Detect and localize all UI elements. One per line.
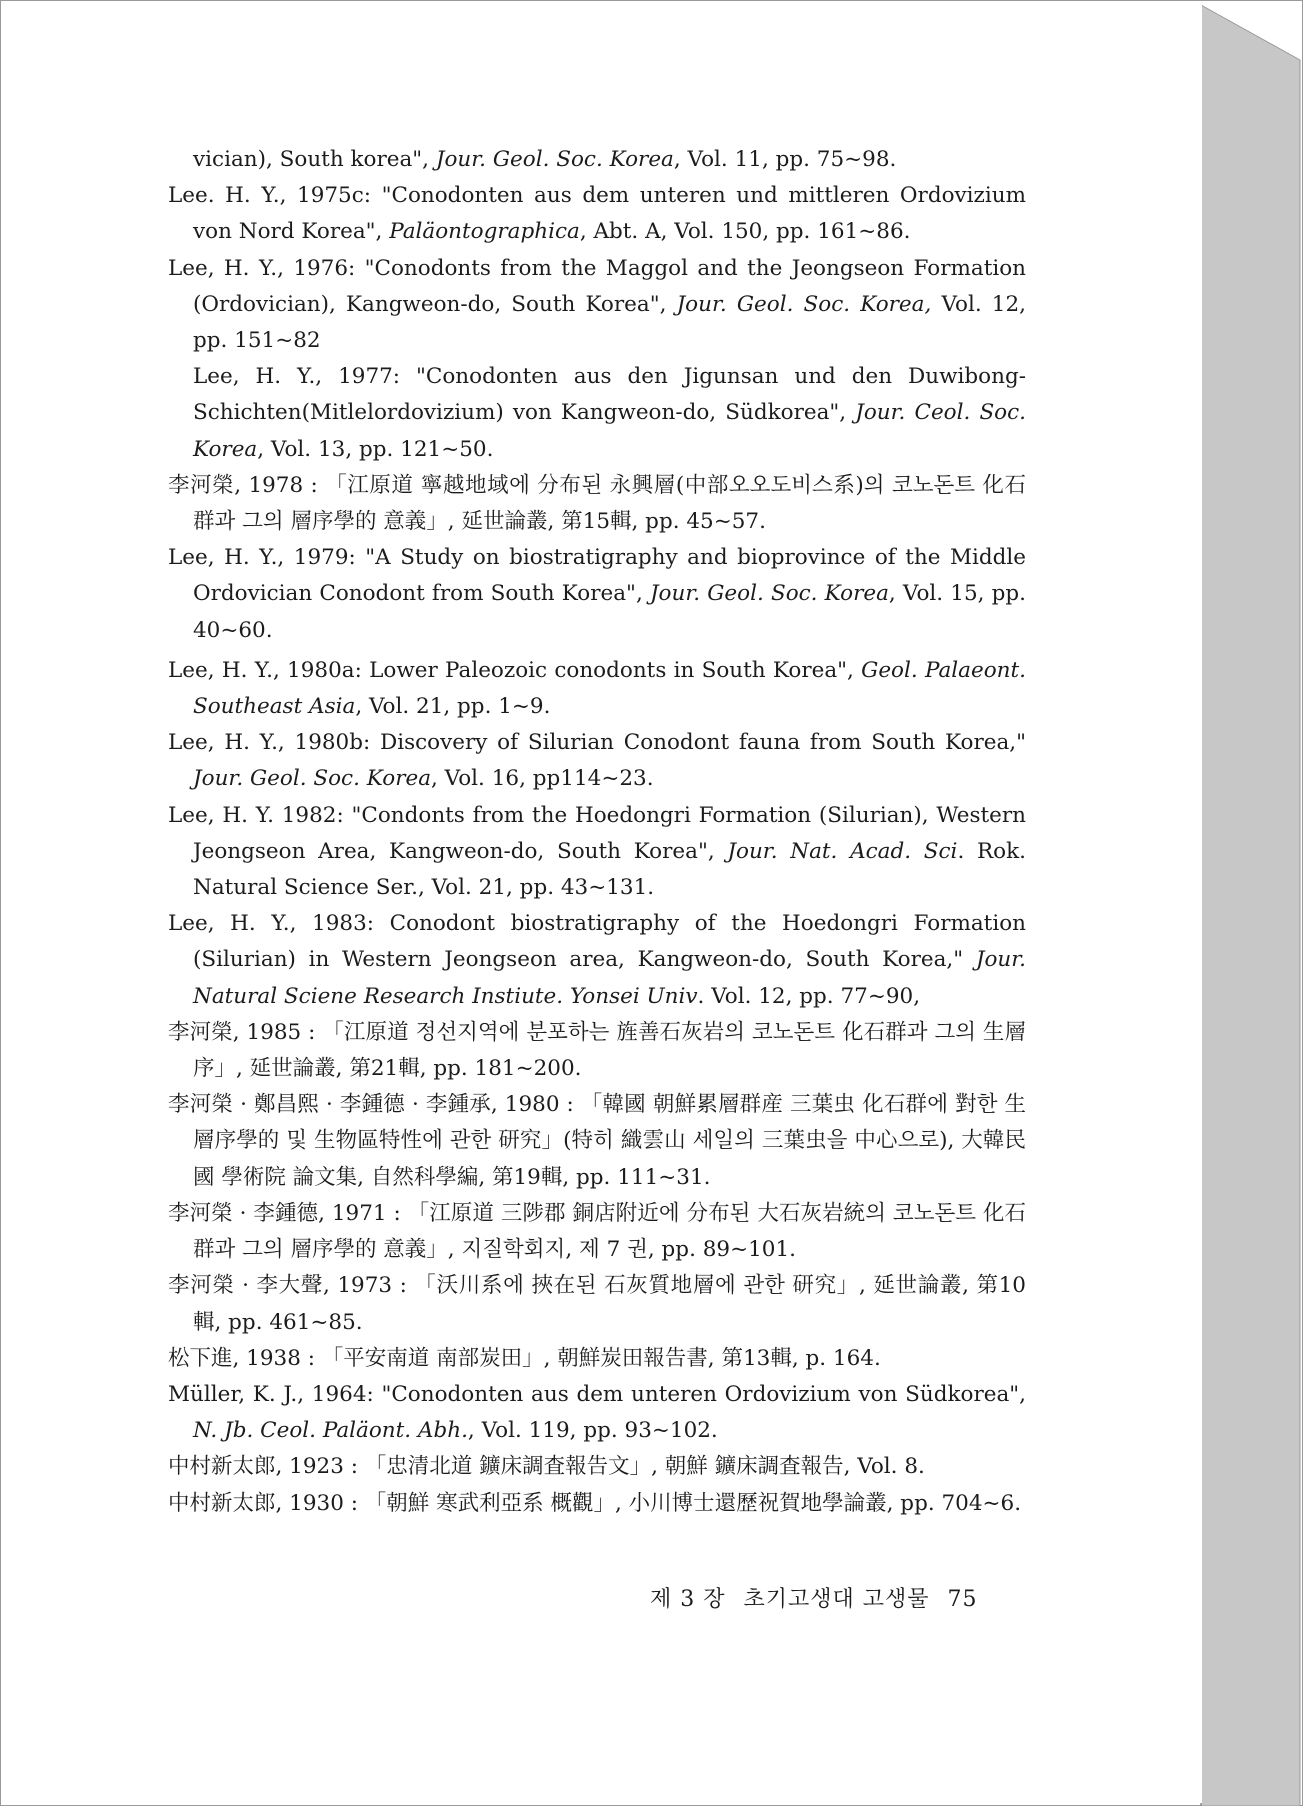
- reference-entry: [168, 1268, 1026, 1340]
- reference-entry: [168, 1196, 1026, 1268]
- reference-journal: Jour. Geol. Soc. Korea: [435, 147, 674, 172]
- reference-text: , Vol. 11, pp. 75~98.: [673, 147, 897, 172]
- reference-text: 李河榮 · 李鍾德, 1971 : 「江原道 三陟郡 銅店附近에 分布된 大石灰岩統의 코노돈트 化石群과 그의 層序學的 意義」, 지질학회지, 제 7 권, pp. 89~101.: [168, 1200, 1026, 1263]
- reference-text: vician), South korea",: [193, 147, 436, 172]
- reference-text: Lee, H. Y. 1982: "Condonts from the Hoedongri Formation (Silurian), Western Jeongseon Area, Kangweon-do, South Korea",: [168, 802, 1026, 864]
- reference-text: Vol. 12, pp. 151~82: [193, 291, 1026, 354]
- reference-entry: [168, 540, 1026, 649]
- reference-journal: Jour. Natural Sciene Research Instiute. Yonsei Univ: [193, 947, 1026, 1009]
- reference-text: Lee, H. Y., 1983: Conodont biostratigraphy of the Hoedongri Formation (Silurian) in Western Jeongseon area, Kangweon-do, South Korea,": [168, 911, 1026, 973]
- reference-entry: [168, 906, 1026, 1015]
- reference-entry: [168, 142, 1026, 178]
- reference-text: , Vol. 16, pp114~23.: [431, 766, 654, 792]
- reference-text: 李河榮 · 李大聲, 1973 : 「沃川系에 挾在된 石灰質地層에 관한 研究」, 延世論叢, 第10輯, pp. 461~85.: [168, 1273, 1026, 1335]
- reference-text: Lee. H. Y., 1975c: "Conodonten aus dem unteren und mittleren Ordovizium von Nord Korea",: [168, 183, 1026, 245]
- reference-list: [168, 142, 1026, 1522]
- reference-text: , Vol. 13, pp. 121~50.: [257, 436, 494, 462]
- reference-journal: Jour. Ceol. Soc. Korea: [193, 400, 1026, 462]
- reference-text: . Rok. Natural Science Ser., Vol. 21, pp. 43~131.: [193, 838, 1026, 901]
- reference-text: Lee, H. Y., 1979: "A Study on biostratigraphy and bioprovince of the Middle Ordovician Conodont from South Korea",: [168, 545, 1026, 607]
- reference-journal: Jour. Geol. Soc. Korea,: [676, 291, 932, 317]
- reference-entry: [168, 359, 1026, 468]
- reference-text: Lee, H. Y., 1980a: Lower Paleozoic conodonts in South Korea",: [168, 657, 862, 683]
- reference-entry: [168, 1377, 1026, 1449]
- reference-entry: [168, 1486, 1026, 1522]
- reference-text: , Vol. 119, pp. 93~102.: [467, 1418, 718, 1444]
- reference-text: , Abt. A, Vol. 150, pp. 161~86.: [579, 219, 911, 245]
- reference-text: 中村新太郎, 1930 : 「朝鮮 寒武利亞系 概觀」, 小川博士還歷祝賀地學論叢, pp. 704~6.: [168, 1490, 1022, 1516]
- reference-text: Lee, H. Y., 1977: "Conodonten aus den Jigunsan und den Duwibong-Schichten(Mitlelordovizium) von Kangweon-do, Südkorea",: [193, 364, 1026, 426]
- reference-journal: Jour. Geol. Soc. Korea: [649, 581, 889, 607]
- reference-entry: [168, 1087, 1026, 1196]
- reference-entry: [168, 725, 1026, 797]
- reference-text: Lee, H. Y., 1980b: Discovery of Silurian Conodont fauna from South Korea,": [168, 730, 1026, 756]
- reference-entry: [168, 178, 1026, 250]
- reference-text: 李河榮 · 鄭昌熙 · 李鍾德 · 李鍾承, 1980 : 「韓國 朝鮮累層群産 三葉虫 化石群에 對한 生層序學的 및 生物區特性에 관한 研究」(特히 織雲山 세일의 三葉虫을 中心으로), 大韓民國 學術院 論文集, 自然科學編, 第19輯, pp. 111~31.: [168, 1092, 1026, 1190]
- reference-entry: [168, 653, 1026, 725]
- reference-text: 李河榮, 1985 : 「江原道 정선지역에 분포하는 旌善石灰岩의 코노돈트 化石群과 그의 生層序」, 延世論叢, 第21輯, pp. 181~200.: [168, 1019, 1026, 1082]
- reference-text: 松下進, 1938 : 「平安南道 南部炭田」, 朝鮮炭田報告書, 第13輯, p. 164.: [168, 1345, 881, 1371]
- reference-entry: [168, 251, 1026, 360]
- reference-journal: Jour. Nat. Acad. Sci: [727, 838, 958, 864]
- reference-text: 中村新太郎, 1923 : 「忠清北道 鑛床調査報告文」, 朝鮮 鑛床調査報告, Vol. 8.: [168, 1454, 925, 1480]
- reference-entry: [168, 1341, 1026, 1377]
- reference-journal: Paläontographica: [389, 219, 580, 245]
- reference-text: Müller, K. J., 1964: "Conodonten aus dem unteren Ordovizium von Südkorea",: [168, 1381, 1026, 1407]
- reference-text: 李河榮, 1978 : 「江原道 寧越地域에 分布된 永興層(中部오오도비스系)의 코노돈트 化石群과 그의 層序學的 意義」, 延世論叢, 第15輯, pp. 45~57.: [168, 472, 1026, 535]
- footer-chapter: 제 3 장: [650, 1587, 726, 1612]
- reference-entry: [168, 1449, 1026, 1485]
- reference-text: , Vol. 15, pp. 40~60.: [193, 581, 1026, 643]
- reference-text: , Vol. 21, pp. 1~9.: [355, 694, 551, 720]
- reference-entry: [168, 1015, 1026, 1087]
- reference-entry: [168, 798, 1026, 907]
- reference-text: . Vol. 12, pp. 77~90,: [697, 983, 921, 1009]
- footer-title: 초기고생대 고생물: [743, 1587, 930, 1612]
- reference-journal: Jour. Geol. Soc. Korea: [193, 766, 432, 792]
- page-footer: [650, 1582, 1030, 1613]
- footer-page-number: 75: [947, 1587, 978, 1612]
- reference-text: Lee, H. Y., 1976: "Conodonts from the Maggol and the Jeongseon Formation (Ordovician), Kangweon-do, South Korea",: [168, 255, 1026, 317]
- reference-journal: Geol. Palaeont. Southeast Asia: [193, 657, 1026, 720]
- reference-entry: [168, 468, 1026, 540]
- reference-journal: N. Jb. Ceol. Paläont. Abh.: [193, 1418, 468, 1444]
